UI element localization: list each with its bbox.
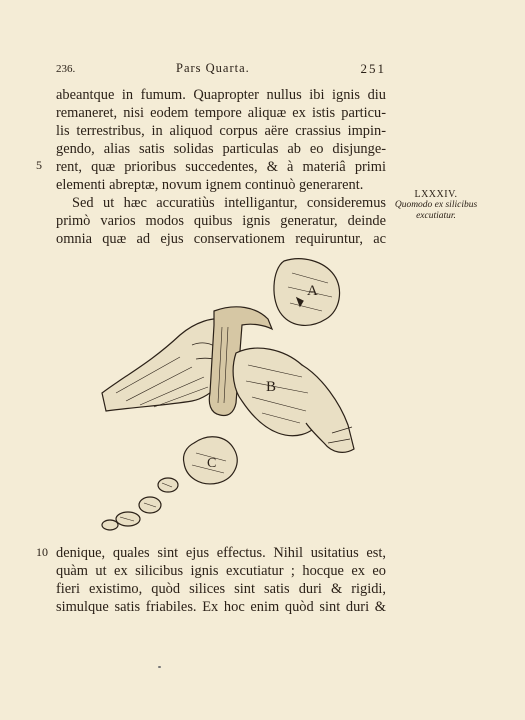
paragraph-1 [56, 86, 386, 194]
flint-striking-illustration [96, 253, 368, 535]
text-line: fieri existimo, quòd silices sint satis duri & rigidi, [56, 581, 386, 597]
spark [102, 520, 118, 530]
text-line: primò varios modos quibus ignis generatur, deinde [56, 213, 386, 229]
spark [158, 478, 178, 492]
figure-label-b: B [266, 379, 277, 395]
text-line: abeantque in fumum. Quapropter nullus ibi ignis diu [56, 87, 386, 103]
margin-note-number: LXXXIV. [414, 189, 458, 200]
text-line: lis terrestribus, in aliquod corpus aëre crassius impin- [56, 123, 386, 139]
text-line: rent, quæ prioribus succedentes, & à materiâ primi [56, 159, 386, 175]
text-line: denique, quales sint ejus effectus. Nihil usitatius est, [56, 545, 386, 561]
text-line: gendo, alias satis solidas particulas ab eo disjunge- [56, 141, 386, 157]
text-line: Sed ut hæc accuratiùs intelligantur, consideremus [72, 195, 386, 211]
running-header [56, 61, 386, 79]
margin-note-text: excutiatur. [416, 211, 456, 221]
text-line: omnia quæ ad ejus conservationem requiruntur, ac [56, 231, 386, 247]
line-number-10: 10 [36, 545, 48, 559]
folio-number: 236. [56, 63, 76, 75]
margin-note-text: Quomodo ex silicibus [394, 200, 478, 210]
figure-label-a: A [307, 283, 318, 299]
text-line: remaneret, nisi eodem tempore aliquæ ex istis particu- [56, 105, 386, 121]
text-line: quàm ut ex silicibus ignis excutiatur ; hocque ex eo [56, 563, 386, 579]
running-title: Pars Quarta. [176, 61, 250, 75]
page-number: 251 [360, 61, 386, 76]
figure-label-c: C [207, 456, 217, 471]
paragraph-3 [56, 544, 386, 616]
ink-speck [158, 666, 161, 668]
text-line: simulque satis friabiles. Ex hoc enim quòd sint duri & [56, 599, 386, 615]
line-number-5: 5 [36, 158, 42, 172]
margin-note [388, 189, 484, 222]
paragraph-2 [56, 194, 386, 248]
text-line: elementi abreptæ, novum ignem continuò generarent. [56, 177, 364, 193]
